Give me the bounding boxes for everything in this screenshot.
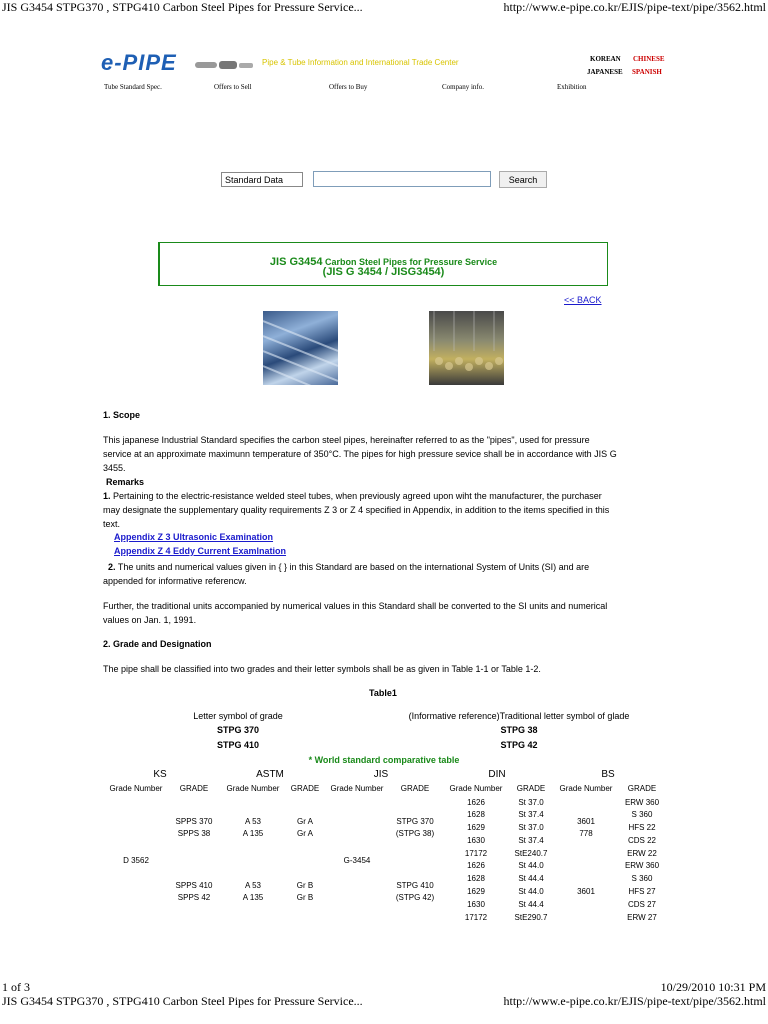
astm-grade: Gr B bbox=[296, 893, 314, 902]
astm-number: A 135 bbox=[242, 829, 264, 838]
lang-spanish[interactable]: SPANISH bbox=[632, 68, 662, 76]
group-ks: KS bbox=[153, 769, 167, 780]
site-logo[interactable]: e-PIPE bbox=[101, 50, 177, 75]
group-bs: BS bbox=[601, 769, 615, 780]
search-button[interactable]: Search bbox=[499, 171, 547, 188]
ks-grade: SPPS 410 bbox=[175, 881, 213, 890]
din-number: 1629 bbox=[467, 823, 485, 832]
bs-grade: ERW 22 bbox=[627, 849, 657, 858]
standard-subtitle: (JIS G 3454 / JISG3454) bbox=[322, 266, 445, 278]
remark-line: text. bbox=[103, 519, 121, 529]
bs-number: 3601 bbox=[577, 887, 595, 896]
jis-grade-number: G-3454 bbox=[343, 856, 371, 865]
nav-tube-standard[interactable]: Tube Standard Spec. bbox=[104, 83, 162, 91]
ks-grade: SPPS 370 bbox=[175, 817, 213, 826]
appendix-z3-link[interactable]: Appendix Z 3 Ultrasonic Examination bbox=[114, 532, 274, 542]
print-footer-page: 1 of 3 bbox=[2, 980, 30, 994]
lang-japanese[interactable]: JAPANESE bbox=[587, 68, 623, 76]
print-header-url: http://www.e-pipe.co.kr/EJIS/pipe-text/pipe/3562.html bbox=[503, 0, 766, 14]
astm-number: A 135 bbox=[242, 893, 264, 902]
table1-cell: STPG 370 bbox=[216, 725, 260, 735]
bs-grade: ERW 27 bbox=[627, 913, 657, 922]
bs-grade: S 360 bbox=[631, 810, 653, 819]
remark-2-number: 2. bbox=[108, 562, 116, 572]
scope-line: This japanese Industrial Standard specifies the carbon steel pipes, hereinafter referred to as the "pipes", used for pressure bbox=[103, 435, 590, 445]
further-paragraph bbox=[103, 599, 607, 627]
further-line: Further, the traditional units accompanied by numerical values in this Standard shall be converted to the SI units and numerical bbox=[103, 601, 608, 611]
lang-korean[interactable]: KOREAN bbox=[590, 55, 621, 63]
pipe-logo-icon bbox=[195, 57, 255, 67]
ks-grade: SPPS 38 bbox=[177, 829, 211, 838]
jis-grade: (STPG 38) bbox=[395, 829, 435, 838]
title-box bbox=[158, 242, 608, 286]
din-number: 1628 bbox=[467, 874, 485, 883]
din-grade: St 37.0 bbox=[518, 798, 544, 807]
din-grade: StE290.7 bbox=[514, 913, 548, 922]
astm-number: A 53 bbox=[244, 817, 262, 826]
scope-paragraph bbox=[103, 433, 617, 475]
din-grade: St 37.0 bbox=[518, 823, 544, 832]
subheader: GRADE bbox=[290, 784, 320, 793]
subheader: Grade Number bbox=[330, 784, 384, 793]
remark-line: Pertaining to the electric-resistance welded steel tubes, when previously agreed upon wiht the manufacturer, the purchaser bbox=[110, 491, 602, 501]
bs-number: 3601 bbox=[577, 817, 595, 826]
compare-title: * World standard comparative table bbox=[308, 755, 460, 765]
search-category-select[interactable]: Standard Data bbox=[221, 172, 303, 187]
further-line: values on Jan. 1, 1991. bbox=[103, 615, 197, 625]
lang-chinese[interactable]: CHINESE bbox=[633, 55, 665, 63]
din-number: 1630 bbox=[467, 900, 485, 909]
print-footer-title: JIS G3454 STPG370 , STPG410 Carbon Steel Pipes for Pressure Service... bbox=[2, 994, 363, 1008]
table1-cell: STPG 42 bbox=[500, 740, 538, 750]
din-number: 17172 bbox=[464, 849, 488, 858]
din-grade: StE240.7 bbox=[514, 849, 548, 858]
appendix-z4-link[interactable]: Appendix Z 4 Eddy Current Examlnation bbox=[114, 546, 287, 556]
print-footer-datetime: 10/29/2010 10:31 PM bbox=[660, 980, 766, 994]
scope-line: service at an approximate maximunn temperature of 350°C. The pipes for high pressure sevice shall be in accordance with JIS G bbox=[103, 449, 617, 459]
remark-line: appended for informative referencw. bbox=[103, 576, 247, 586]
subheader: GRADE bbox=[179, 784, 209, 793]
table1-col2-header: (Informative reference)Traditional letter symbol of glade bbox=[408, 711, 630, 721]
din-grade: St 44.0 bbox=[518, 887, 544, 896]
subheader: Grade Number bbox=[559, 784, 613, 793]
bs-grade: ERW 360 bbox=[624, 861, 660, 870]
grade-text: The pipe shall be classified into two grades and their letter symbols shall be as given in Table 1-1 or Table 1-2. bbox=[103, 664, 541, 674]
ks-grade-number: D 3562 bbox=[123, 856, 149, 865]
nav-exhibition[interactable]: Exhibition bbox=[557, 83, 587, 91]
site-tagline: Pipe & Tube Information and International Trade Center bbox=[262, 58, 459, 67]
astm-grade: Gr B bbox=[296, 881, 314, 890]
din-grade: St 44.0 bbox=[518, 861, 544, 870]
group-jis: JIS bbox=[373, 769, 389, 780]
din-grade: St 37.4 bbox=[518, 810, 544, 819]
pipes-photo-blue bbox=[263, 311, 338, 385]
subheader: GRADE bbox=[516, 784, 546, 793]
scope-heading: 1. Scope bbox=[103, 410, 141, 420]
bs-grade: HFS 22 bbox=[628, 823, 656, 832]
table1-cell: STPG 38 bbox=[500, 725, 538, 735]
ks-grade: SPPS 42 bbox=[177, 893, 211, 902]
bs-grade: CDS 27 bbox=[627, 900, 657, 909]
pipes-photo-warehouse bbox=[429, 311, 504, 385]
jis-grade: STPG 410 bbox=[396, 881, 434, 890]
subheader: GRADE bbox=[400, 784, 430, 793]
table1-col1-header: Letter symbol of grade bbox=[193, 711, 283, 721]
subheader: Grade Number bbox=[109, 784, 163, 793]
din-number: 1628 bbox=[467, 810, 485, 819]
jis-grade: STPG 370 bbox=[396, 817, 434, 826]
back-link[interactable]: << BACK bbox=[564, 295, 602, 305]
standard-title: Carbon Steel Pipes for Pressure Service bbox=[322, 257, 498, 267]
search-input[interactable] bbox=[313, 171, 491, 187]
scope-line: 3455. bbox=[103, 463, 126, 473]
din-number: 1629 bbox=[467, 887, 485, 896]
din-number: 1630 bbox=[467, 836, 485, 845]
subheader: GRADE bbox=[627, 784, 657, 793]
table-title: Table1 bbox=[369, 688, 397, 698]
nav-company-info[interactable]: Company info. bbox=[442, 83, 484, 91]
din-grade: St 37.4 bbox=[518, 836, 544, 845]
subheader: Grade Number bbox=[449, 784, 503, 793]
astm-grade: Gr A bbox=[296, 829, 314, 838]
remark-1-number: 1. bbox=[103, 491, 111, 501]
bs-grade: CDS 22 bbox=[627, 836, 657, 845]
din-number: 1626 bbox=[467, 798, 485, 807]
bs-grade: HFS 27 bbox=[628, 887, 656, 896]
astm-grade: Gr A bbox=[296, 817, 314, 826]
bs-grade: S 360 bbox=[631, 874, 653, 883]
standard-code: JIS G3454 bbox=[269, 256, 323, 268]
subheader: Grade Number bbox=[226, 784, 280, 793]
remark-2 bbox=[103, 560, 589, 588]
group-astm: ASTM bbox=[256, 769, 284, 780]
bs-grade: ERW 360 bbox=[624, 798, 660, 807]
nav-offers-to-sell[interactable]: Offers to Sell bbox=[214, 83, 252, 91]
remark-line: may designate the supplementary quality requirements Z 3 or Z 4 specified in Appendix, in addition to the items specified in this bbox=[103, 505, 610, 515]
remark-1 bbox=[103, 489, 609, 531]
grade-heading: 2. Grade and Designation bbox=[103, 639, 212, 649]
astm-number: A 53 bbox=[244, 881, 262, 890]
bs-number: 778 bbox=[579, 829, 593, 838]
din-grade: St 44.4 bbox=[518, 900, 544, 909]
group-din: DIN bbox=[488, 769, 506, 780]
jis-grade: (STPG 42) bbox=[395, 893, 435, 902]
din-number: 17172 bbox=[464, 913, 488, 922]
table1-cell: STPG 410 bbox=[216, 740, 260, 750]
remarks-heading: Remarks bbox=[106, 477, 145, 487]
print-header-title: JIS G3454 STPG370 , STPG410 Carbon Steel Pipes for Pressure Service... bbox=[2, 0, 363, 14]
din-grade: St 44.4 bbox=[518, 874, 544, 883]
remark-line: The units and numerical values given in { } in this Standard are based on the international System of Units (SI) and are bbox=[115, 562, 590, 572]
din-number: 1626 bbox=[467, 861, 485, 870]
print-footer-url: http://www.e-pipe.co.kr/EJIS/pipe-text/pipe/3562.html bbox=[503, 994, 766, 1008]
nav-offers-to-buy[interactable]: Offers to Buy bbox=[329, 83, 368, 91]
